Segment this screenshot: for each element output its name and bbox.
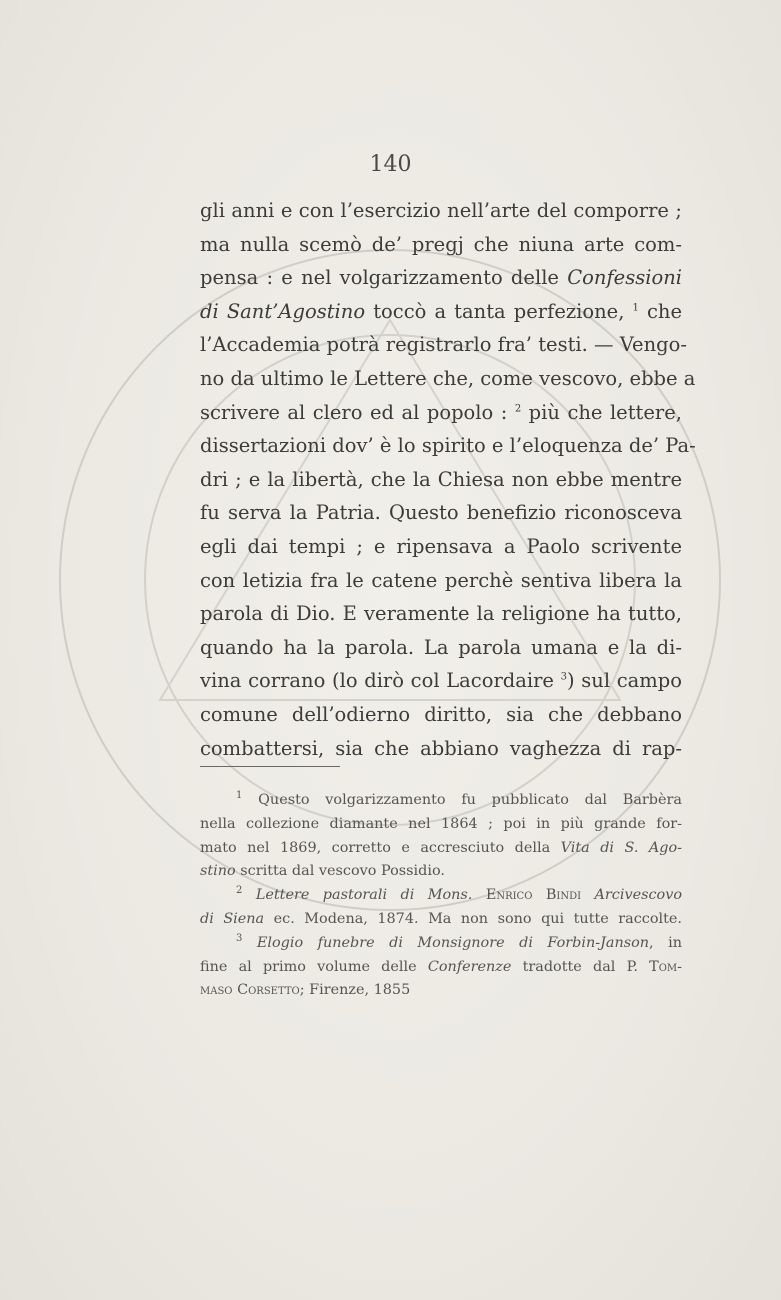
text-run: Lettere pastorali di Mons.: [255, 887, 473, 904]
footnote-marker: 1: [632, 302, 639, 314]
text-run: ) sul campo: [567, 669, 682, 693]
text-run: mato nel 1869, corretto e accresciuto della: [200, 839, 561, 856]
text-run: quando ha la parola. La parola umana e la di-: [200, 635, 682, 659]
text-run: tradotte dal P.: [511, 958, 650, 975]
text-line: [200, 698, 682, 732]
text-run: con letizia fra le catene perchè sentiva libera la: [200, 568, 682, 592]
footnote-line: [200, 932, 682, 956]
text-run: Tom-: [649, 958, 683, 975]
footnote-line: [200, 979, 682, 1003]
footnotes: [200, 789, 682, 1003]
text-run: dri ; e la libertà, che la Chiesa non ebbe mentre: [200, 467, 682, 491]
text-run: più che lettere,: [521, 400, 682, 424]
text-run: l’Accademia potrà registrarlo fra’ testi. — Vengo-: [200, 333, 687, 357]
text-line: [200, 463, 682, 497]
text-run: pensa : e nel volgarizzamento delle: [200, 266, 568, 290]
text-line: [200, 362, 696, 396]
text-run: che: [638, 299, 682, 323]
text-run: ec. Modena, 1874. Ma non sono qui tutte raccolte.: [264, 910, 683, 927]
text-run: gli anni e con l’esercizio nell’arte del comporre ;: [200, 199, 682, 222]
footnote-line: [200, 956, 682, 980]
text-run: egli dai tempi ; e ripensava a Paolo scrivente: [200, 534, 682, 558]
text-run: [242, 887, 255, 903]
text-line: [200, 396, 682, 430]
footnote-line: [200, 789, 682, 813]
text-run: Questo volgarizzamento fu pubblicato dal Barbèra: [242, 792, 682, 808]
text-line: [200, 732, 682, 766]
text-line: [200, 496, 682, 530]
body-text: [200, 194, 696, 765]
text-run: di Sant’Agostino: [200, 299, 366, 323]
text-run: scritta dal vescovo Possidio.: [235, 863, 445, 880]
text-line: [200, 194, 682, 228]
text-line: [200, 261, 682, 295]
text-run: Elogio funebre di Monsignore di Forbin-Janson: [256, 934, 650, 951]
text-run: parola di Dio. E veramente la religione ha tutto,: [200, 602, 682, 626]
text-run: fine al primo volume delle: [200, 958, 428, 975]
text-line: [200, 328, 687, 362]
text-run: stino: [200, 863, 236, 880]
text-line: [200, 429, 696, 463]
footnote-separator: [200, 766, 340, 767]
text-run: nella collezione diamante nel 1864 ; poi in più grande for-: [200, 815, 682, 832]
text-run: combattersi, sia che abbiano vaghezza di rap-: [200, 736, 682, 760]
text-run: ; Firenze, 1855: [299, 982, 411, 999]
text-line: [200, 564, 682, 598]
text-run: Conferenze: [427, 958, 512, 975]
footnote-line: [200, 860, 682, 884]
text-run: maso Corsetto: [200, 982, 300, 999]
text-run: , in: [649, 934, 682, 951]
text-line: [200, 530, 682, 564]
text-run: comune dell’odierno diritto, sia che debbano: [200, 702, 682, 726]
text-line: [200, 228, 682, 262]
text-run: Confessioni: [567, 266, 682, 290]
text-line: [200, 631, 682, 665]
footnote-marker: 2: [514, 403, 522, 415]
footnote-marker: 3: [560, 671, 568, 683]
page-number: 140: [369, 152, 412, 177]
footnote-line: [200, 837, 682, 861]
text-run: vina corrano (lo dirò col Lacordaire: [200, 669, 561, 693]
text-run: Enrico Bindi: [472, 887, 595, 904]
text-run: ma nulla scemò de’ pregj che niuna arte com-: [200, 232, 682, 256]
footnote-marker: 1: [236, 790, 243, 802]
footnote-line: [200, 884, 682, 908]
text-line: [200, 664, 682, 698]
text-run: no da ultimo le Lettere che, come vescovo, ebbe a: [200, 366, 696, 390]
text-run: fu serva la Patria. Questo benefizio riconosceva: [200, 501, 682, 525]
text-run: [242, 935, 257, 951]
text-run: Arcivescovo: [594, 887, 682, 904]
text-line: [200, 597, 682, 631]
text-line: [200, 295, 682, 329]
text-run: toccò a tanta perfezione,: [365, 299, 633, 323]
text-run: scrivere al clero ed al popolo :: [200, 400, 515, 424]
text-run: Vita di S. Ago-: [560, 839, 682, 856]
text-run: di Siena: [200, 910, 265, 927]
text-run: dissertazioni dov’ è lo spirito e l’eloquenza de’ Pa-: [200, 434, 696, 458]
footnote-line: [200, 908, 682, 932]
footnote-marker: 3: [236, 932, 243, 944]
footnote-marker: 2: [236, 885, 243, 897]
footnote-line: [200, 813, 682, 837]
